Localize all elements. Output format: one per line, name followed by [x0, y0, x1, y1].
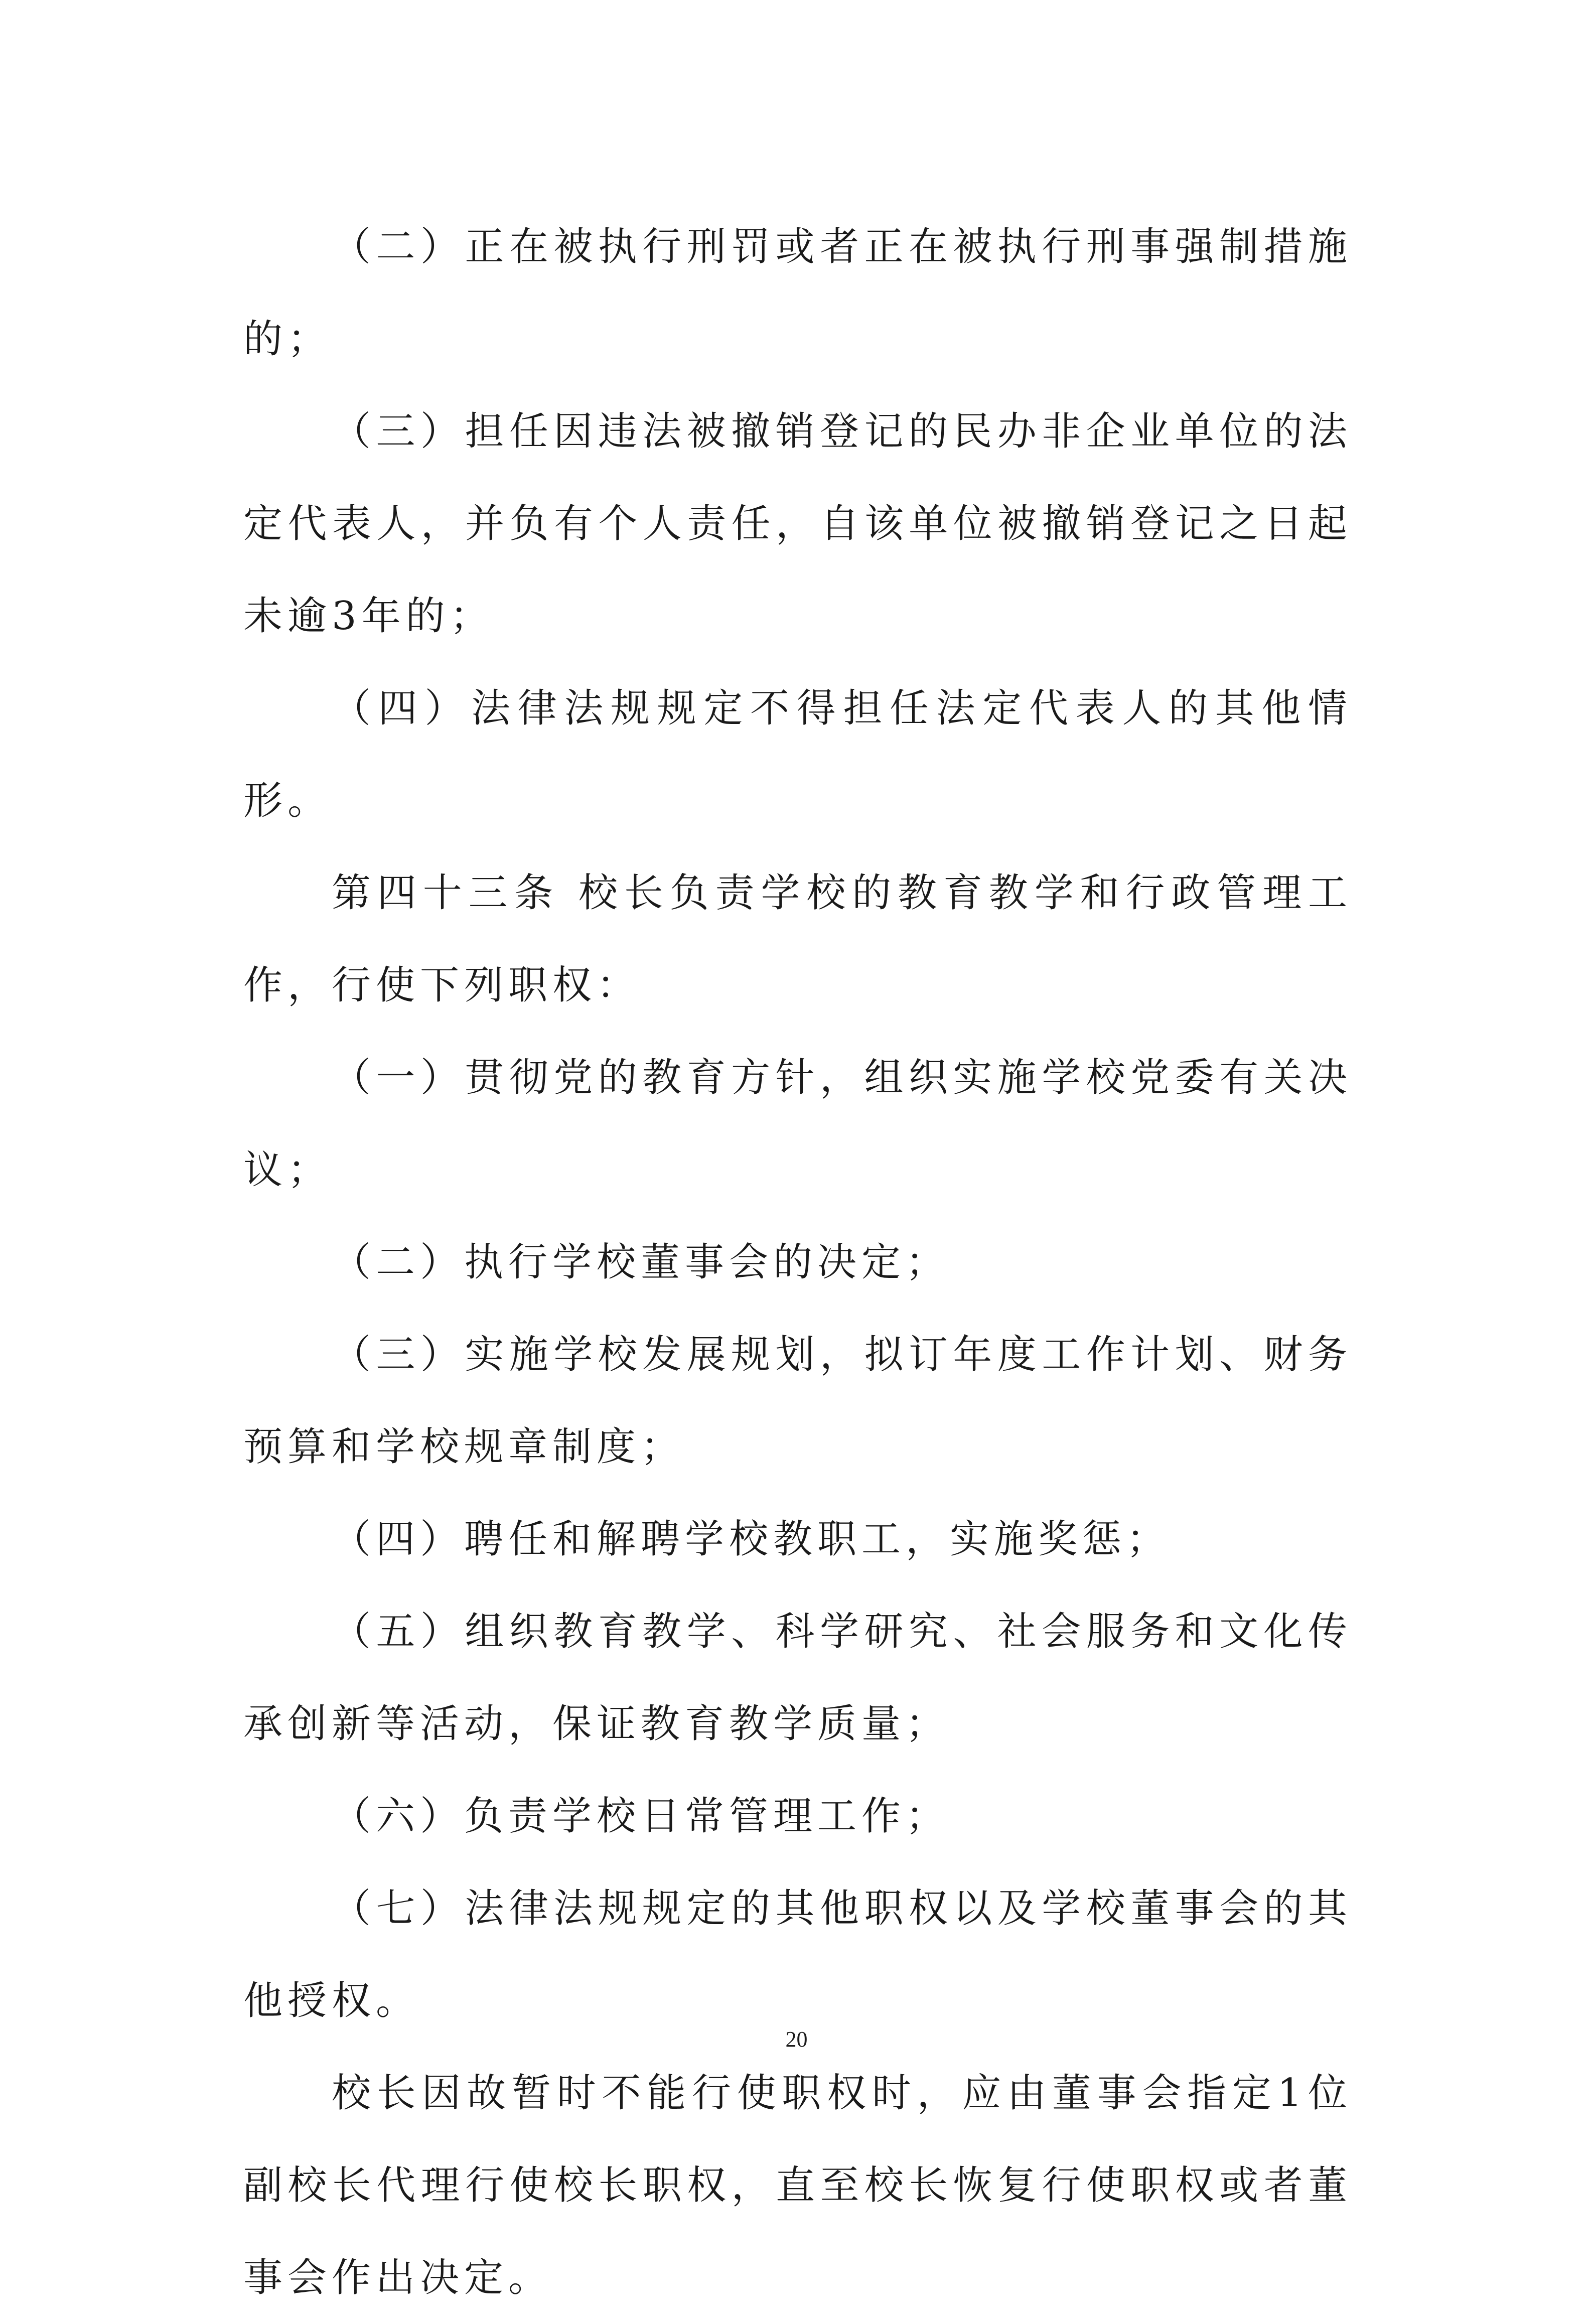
paragraph-item-4: （四）法律法规规定不得担任法定代表人的其他情形。: [243, 686, 1352, 823]
page-number: 20: [785, 2027, 808, 2052]
paragraph-item-3: （三）担任因违法被撤销登记的民办非企业单位的法定代表人，并负有个人责任，自该单位被撤销登记之日起未逾3年的；: [243, 409, 1352, 639]
article-43-item-4: （四）聘任和解聘学校教职工，实施奖惩；: [332, 1517, 1171, 1562]
article-43-item-3: （三）实施学校发展规划，拟订年度工作计划、财务预算和学校规章制度；: [243, 1332, 1352, 1470]
article-43-heading-paragraph: 第四十三条 校长负责学校的教育教学和行政管理工作，行使下列职权：: [243, 870, 1352, 1008]
article-43-item-2: （二）执行学校董事会的决定；: [332, 1240, 950, 1285]
article-43-item-6: （六）负责学校日常管理工作；: [332, 1794, 950, 1839]
article-43-item-5: （五）组织教育教学、科学研究、社会服务和文化传承创新等活动，保证教育教学质量；: [243, 1609, 1352, 1747]
article-43-deputy-paragraph: 校长因故暂时不能行使职权时，应由董事会指定1位副校长代理行使校长职权，直至校长恢复行使职权或者董事会作出决定。: [243, 2071, 1352, 2300]
article-43-item-7: （七）法律法规规定的其他职权以及学校董事会的其他授权。: [243, 1886, 1352, 2023]
paragraph-item-2-continued: （二）正在被执行刑罚或者正在被执行刑事强制措施的；: [243, 224, 1352, 362]
document-body: [243, 201, 1352, 2324]
article-43-item-1: （一）贯彻党的教育方针，组织实施学校党委有关决议；: [243, 1055, 1352, 1193]
